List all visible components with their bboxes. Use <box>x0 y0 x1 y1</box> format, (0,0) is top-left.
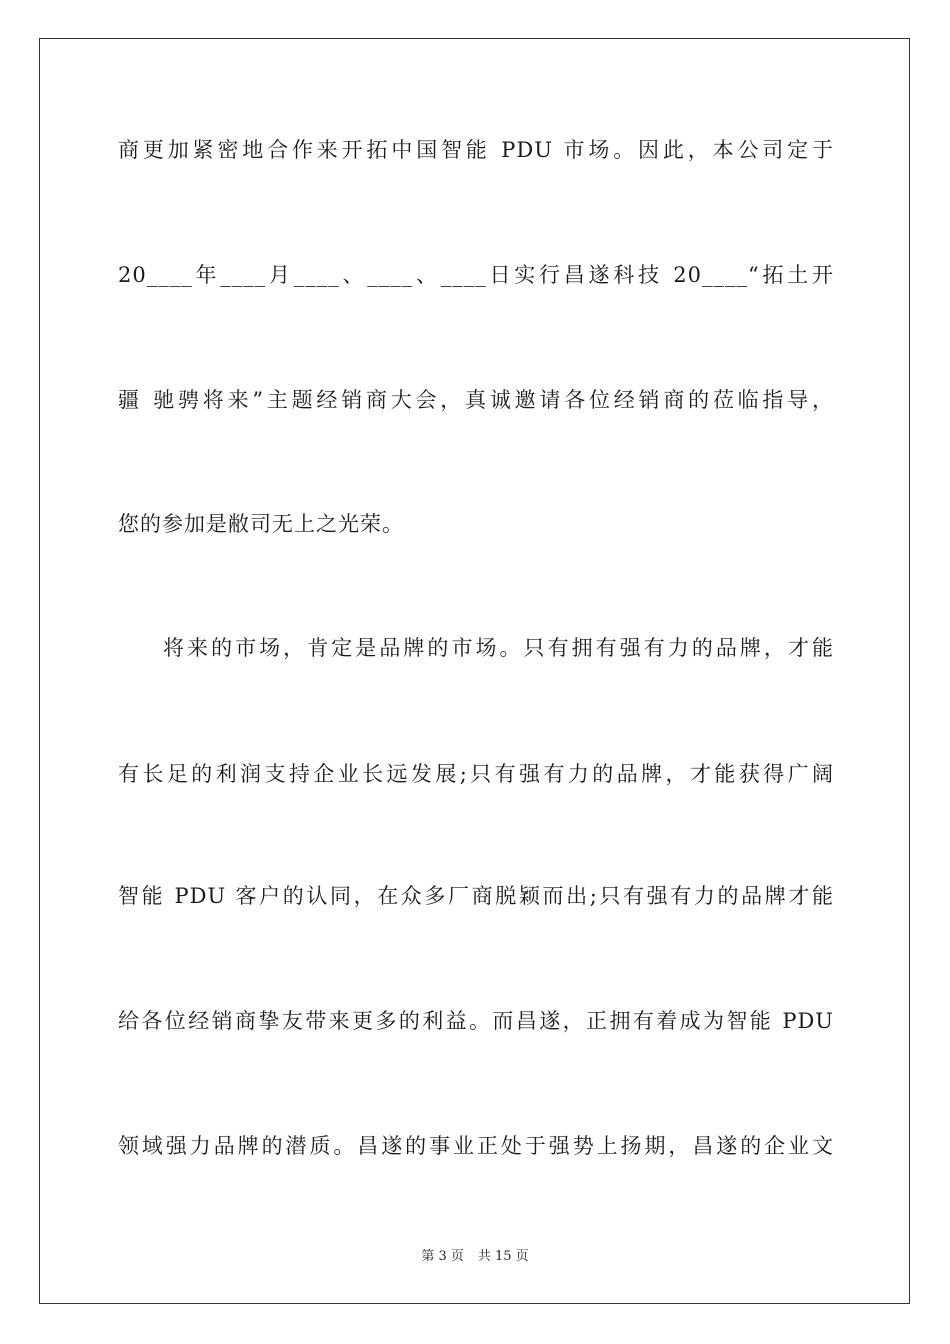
paragraph-line-3: 疆 驰骋将来”主题经销商大会，真诚邀请各位经销商的莅临指导， <box>118 388 834 412</box>
paragraph-line-1: 商更加紧密地合作来开拓中国智能 PDU 市场。因此，本公司定于 <box>118 138 834 162</box>
page-number: 第 3 页 <box>421 1249 464 1264</box>
page-border <box>39 38 910 1304</box>
page-total: 共 15 页 <box>477 1249 529 1264</box>
paragraph-line-9: 领域强力品牌的潜质。昌遂的事业正处于强势上扬期，昌遂的企业文 <box>118 1134 834 1158</box>
paragraph-line-6: 有长足的利润支持企业长远发展;只有强有力的品牌，才能获得广阔 <box>118 762 834 786</box>
paragraph-line-8: 给各位经销商挚友带来更多的利益。而昌遂，正拥有着成为智能 PDU <box>118 1009 834 1033</box>
paragraph-line-2: 20____年____月____、____、____日实行昌遂科技 20____“拓土开 <box>118 263 834 287</box>
page-footer <box>0 1248 950 1266</box>
paragraph-line-7: 智能 PDU 客户的认同，在众多厂商脱颖而出;只有强有力的品牌才能 <box>118 884 834 908</box>
paragraph-line-5: 将来的市场，肯定是品牌的市场。只有拥有强有力的品牌，才能 <box>163 636 834 660</box>
paragraph-line-4: 您的参加是敝司无上之光荣。 <box>118 512 404 536</box>
